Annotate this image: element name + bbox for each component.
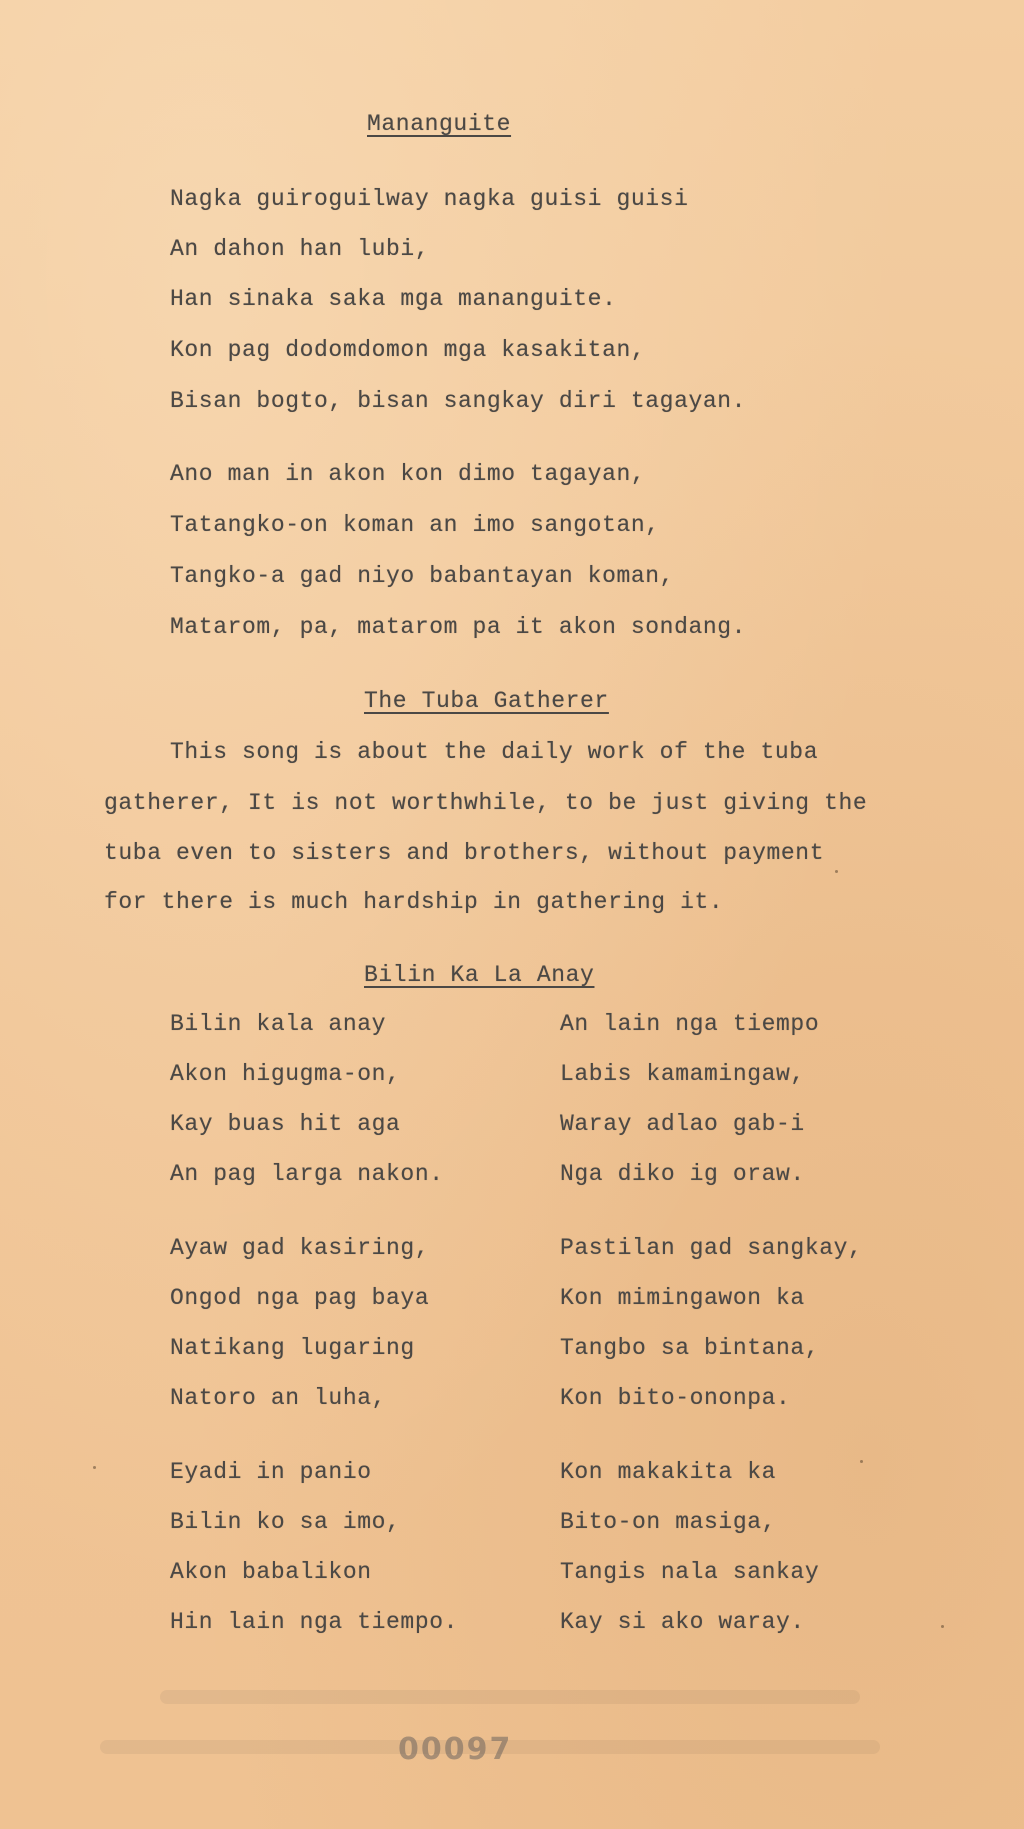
translation-line: for there is much hardship in gathering it. [104,889,724,915]
poem-line: Tangko-a gad niyo babantayan koman, [170,563,675,589]
poem-line: Kon pag dodomdomon mga kasakitan, [170,337,646,363]
poem-line: An lain nga tiempo [560,1011,820,1037]
poem-line: An dahon han lubi, [170,236,430,262]
poem-line: Pastilan gad sangkay, [560,1235,863,1261]
translation-title: The Tuba Gatherer [364,688,609,714]
poem-line: Kay buas hit aga [170,1111,401,1137]
poem-title-mananguite: Mananguite [367,111,512,137]
poem-line: Bilin kala anay [170,1011,387,1037]
poem-line: Hin lain nga tiempo. [170,1609,459,1635]
poem-line: Kon mimingawon ka [560,1285,805,1311]
translation-line: gatherer, It is not worthwhile, to be just giving the [104,790,868,816]
poem-line: Ayaw gad kasiring, [170,1235,430,1261]
poem-line: Bilin ko sa imo, [170,1509,401,1535]
poem-line: Akon babalikon [170,1559,372,1585]
poem-line: Han sinaka saka mga mananguite. [170,286,617,312]
poem-line: Bito-on masiga, [560,1509,777,1535]
poem-line: Natoro an luha, [170,1385,387,1411]
poem-line: Tatangko-on koman an imo sangotan, [170,512,660,538]
poem-line: Waray adlao gab-i [560,1111,805,1137]
translation-line: This song is about the daily work of the tuba [170,739,819,765]
poem-line: Kon makakita ka [560,1459,777,1485]
poem-line: Natikang lugaring [170,1335,415,1361]
poem-line: Nga diko ig oraw. [560,1161,805,1187]
poem-line: Labis kamamingaw, [560,1061,805,1087]
poem-line: Eyadi in panio [170,1459,372,1485]
poem-line: An pag larga nakon. [170,1161,444,1187]
poem-line: Nagka guiroguilway nagka guisi guisi [170,186,689,212]
paper-speck [941,1625,944,1628]
poem-line: Ano man in akon kon dimo tagayan, [170,461,646,487]
paper-speck [860,1460,863,1463]
poem-line: Akon higugma-on, [170,1061,401,1087]
poem-line: Ongod nga pag baya [170,1285,430,1311]
poem-line: Kay si ako waray. [560,1609,805,1635]
paper-speck [835,870,838,873]
poem-line: Bisan bogto, bisan sangkay diri tagayan. [170,388,747,414]
bleed-through-smudge [160,1690,860,1704]
poem-line: Matarom, pa, matarom pa it akon sondang. [170,614,747,640]
archive-stamp-number: 00097 [398,1732,513,1767]
poem-line: Tangbo sa bintana, [560,1335,820,1361]
poem-title-bilin-ka-la-anay: Bilin Ka La Anay [364,962,595,988]
poem-line: Tangis nala sankay [560,1559,820,1585]
poem-line: Kon bito-ononpa. [560,1385,791,1411]
paper-speck [93,1466,96,1469]
translation-line: tuba even to sisters and brothers, without payment [104,840,825,866]
